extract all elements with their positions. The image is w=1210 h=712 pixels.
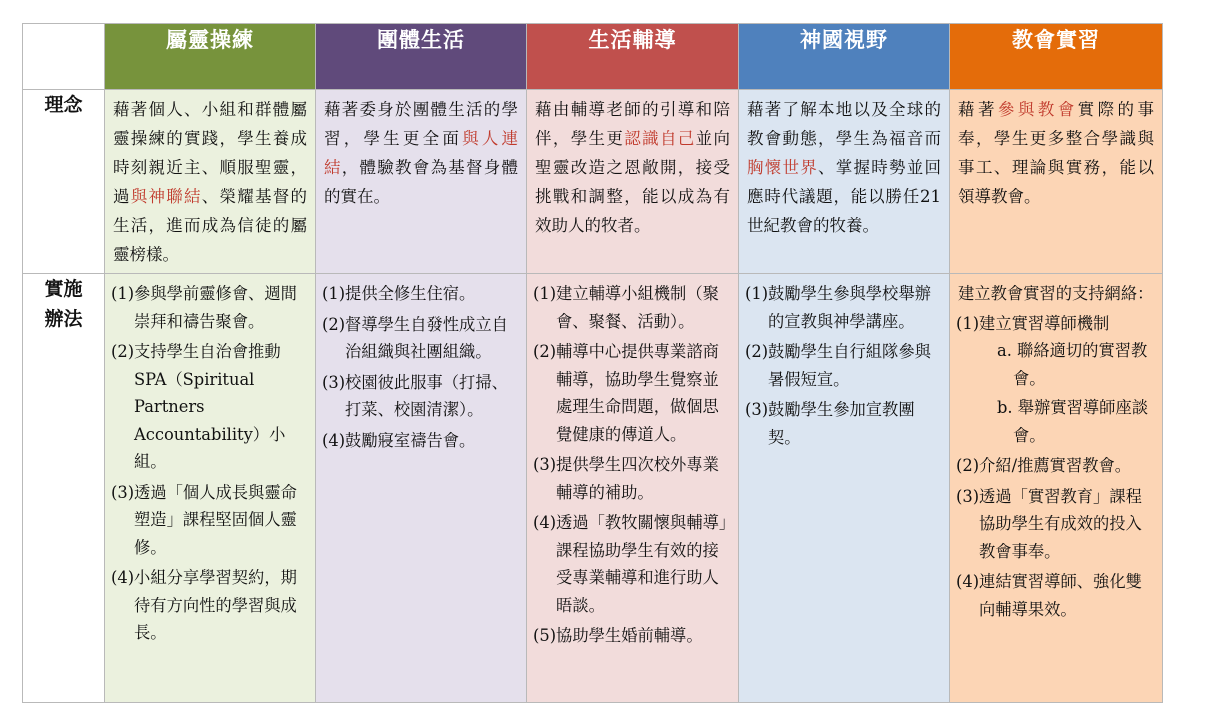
concept-cell-counseling: 藉由輔導老師的引導和陪伴，學生更認識自己並向聖靈改造之恩敞開，接受挑戰和調整，能以成為有效助人的牧者。: [527, 90, 739, 274]
sub-list-item: b. 舉辦實習導師座談會。: [997, 398, 1149, 445]
concept-highlight: 與神聯結: [130, 187, 202, 206]
header-life-counseling: 生活輔導: [527, 24, 739, 90]
header-row: [23, 24, 1163, 90]
header-kingdom-vision: 神國視野: [739, 24, 950, 90]
list-item: (1)建立實習導師機制 a. 聯絡適切的實習教會。 b. 舉辦實習導師座談會。: [956, 310, 1156, 450]
list-item: (2)支持學生自治會推動SPA（Spiritual Partners Accountability）小組。: [111, 342, 286, 471]
method-cell-internship: [950, 274, 1163, 703]
header-church-internship: 教會實習: [950, 24, 1163, 90]
list-item: (3)提供學生四次校外專業輔導的補助。: [533, 455, 719, 502]
concept-cell-community: 藉著委身於團體生活的學習，學生更全面與人連結，體驗教會為基督身體的實在。: [316, 90, 527, 274]
internship-intro: 建立教會實習的支持網絡：: [958, 284, 1154, 303]
list-item: (1)提供全修生住宿。: [322, 284, 476, 303]
list-item: (1)建立輔導小組機制（聚會、聚餐、活動）。: [533, 284, 719, 331]
list-item: (2)督導學生自發性成立自治組織與社團組織。: [322, 314, 508, 361]
list-item: (2)鼓勵學生自行組隊參與暑假短宣。: [745, 342, 931, 389]
concept-cell-spiritual: 藉著個人、小組和群體屬靈操練的實踐，學生養成時刻親近主、順服聖靈，過與神聯結、榮耀基督的生活，進而成為信徒的屬靈榜樣。: [105, 90, 316, 274]
method-cell-counseling: [527, 274, 739, 703]
concept-row: [23, 90, 1163, 274]
list-item: (2)介紹/推薦實習教會。: [956, 456, 1132, 475]
concept-cell-internship: 藉著參與教會實際的事奉，學生更多整合學識與事工、理論與實務，能以領導教會。: [950, 90, 1163, 274]
list-item: (3)透過「實習教育」課程協助學生有成效的投入教會事奉。: [956, 486, 1142, 561]
method-cell-kingdom: [739, 274, 950, 703]
list-item: (4)鼓勵寢室禱告會。: [322, 430, 476, 450]
sub-list-item: a. 聯絡適切的實習教會。: [997, 341, 1148, 388]
list-item: (4)透過「教牧關懷與輔導」課程協助學生有效的接受專業輔導和進行助人晤談。: [533, 513, 728, 615]
concept-highlight: 參與教會: [997, 100, 1078, 119]
list-item: (3)鼓勵學生參加宣教團契。: [745, 400, 915, 447]
list-item: (4)小組分享學習契約，期待有方向性的學習與成長。: [111, 568, 297, 642]
program-table: [22, 23, 1163, 703]
list-item: (5)協助學生婚前輔導。: [533, 626, 703, 645]
header-spiritual-formation: 屬靈操練: [105, 24, 316, 90]
method-row-label: 實施 辦法: [23, 274, 105, 703]
list-item: (1)參與學前靈修會、週間崇拜和禱告聚會。: [111, 284, 297, 331]
corner-cell: [23, 24, 105, 90]
list-item: (4)連結實習導師、強化雙向輔導果效。: [956, 572, 1142, 619]
concept-cell-kingdom: 藉著了解本地以及全球的教會動態，學生為福音而胸懷世界、掌握時勢並回應時代議題，能以勝任21世紀教會的牧養。: [739, 90, 950, 274]
method-row: [23, 274, 1163, 703]
list-item: (3)透過「個人成長與靈命塑造」課程堅固個人靈修。: [111, 482, 297, 557]
concept-highlight: 與人連結: [324, 129, 519, 177]
method-cell-spiritual: [105, 274, 316, 703]
concept-row-label: 理念: [23, 90, 105, 274]
method-cell-community: [316, 274, 527, 703]
concept-highlight: 認識自己: [624, 129, 696, 148]
concept-highlight: 胸懷世界: [747, 158, 818, 177]
list-item: (3)校園彼此服事（打掃、打菜、校園清潔）。: [322, 372, 508, 419]
list-item: (1)鼓勵學生參與學校舉辦的宣教與神學講座。: [745, 284, 931, 331]
header-community-life: 團體生活: [316, 24, 527, 90]
list-item: (2)輔導中心提供專業諮商輔導，協助學生覺察並處理生命問題，做個思覺健康的傳道人。: [533, 342, 719, 444]
